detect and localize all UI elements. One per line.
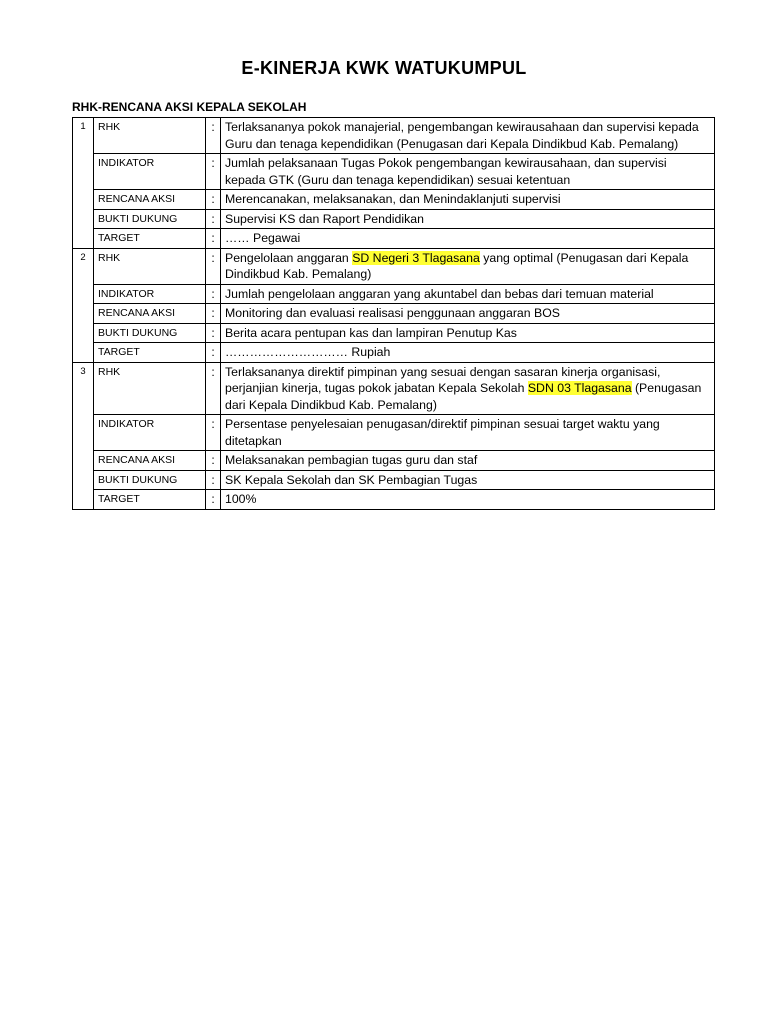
row-label: RENCANA AKSI <box>94 451 206 471</box>
rhk-value <box>221 362 715 415</box>
indikator-value: Persentase penyelesaian penugasan/direktif pimpinan sesuai target waktu yang ditetapkan <box>221 415 715 451</box>
colon: : <box>206 190 221 210</box>
table-row <box>73 229 715 249</box>
target-value: 100% <box>221 490 715 510</box>
row-label: RENCANA AKSI <box>94 190 206 210</box>
row-label: BUKTI DUKUNG <box>94 209 206 229</box>
row-label: INDIKATOR <box>94 415 206 451</box>
table-row <box>73 154 715 190</box>
target-value: ………………………… Rupiah <box>221 343 715 363</box>
row-label: RHK <box>94 248 206 284</box>
row-label: RENCANA AKSI <box>94 304 206 324</box>
table-row <box>73 490 715 510</box>
section-label: RHK-RENCANA AKSI KEPALA SEKOLAH <box>72 100 307 114</box>
row-label: TARGET <box>94 229 206 249</box>
school-name-highlight: SDN 03 Tlagasana <box>527 381 632 395</box>
table-row <box>73 323 715 343</box>
colon: : <box>206 229 221 249</box>
table-row <box>73 415 715 451</box>
row-label: TARGET <box>94 490 206 510</box>
colon: : <box>206 451 221 471</box>
table-row <box>73 209 715 229</box>
bukti-dukung-value: Supervisi KS dan Raport Pendidikan <box>221 209 715 229</box>
colon: : <box>206 470 221 490</box>
rhk-text-before: Terlaksananya direktif pimpinan yang sesuai dengan sasaran kinerja organisasi, perjanjian kinerja, tugas pokok jabatan Kepala Sekolah <box>225 364 661 395</box>
row-label: BUKTI DUKUNG <box>94 323 206 343</box>
table-row <box>73 284 715 304</box>
colon: : <box>206 362 221 415</box>
item-number: 1 <box>73 118 94 249</box>
indikator-value: Jumlah pengelolaan anggaran yang akuntabel dan bebas dari temuan material <box>221 284 715 304</box>
row-label: INDIKATOR <box>94 284 206 304</box>
rencana-aksi-value: Merencanakan, melaksanakan, dan Menindaklanjuti supervisi <box>221 190 715 210</box>
target-value: …… Pegawai <box>221 229 715 249</box>
table-row <box>73 343 715 363</box>
row-label: RHK <box>94 118 206 154</box>
row-label: TARGET <box>94 343 206 363</box>
rhk-text-after: (Penugasan dari Kepala Dindikbud Kab. Pemalang) <box>225 381 702 412</box>
kinerja-table <box>72 117 715 510</box>
table-row <box>73 451 715 471</box>
row-label: INDIKATOR <box>94 154 206 190</box>
table-row <box>73 304 715 324</box>
rhk-text-after: yang optimal (Penugasan dari Kepala Dindikbud Kab. Pemalang) <box>225 250 689 281</box>
rhk-value <box>221 248 715 284</box>
rencana-aksi-value: Monitoring dan evaluasi realisasi penggunaan anggaran BOS <box>221 304 715 324</box>
colon: : <box>206 284 221 304</box>
rencana-aksi-value: Melaksanakan pembagian tugas guru dan staf <box>221 451 715 471</box>
colon: : <box>206 304 221 324</box>
bukti-dukung-value: Berita acara pentupan kas dan lampiran Penutup Kas <box>221 323 715 343</box>
school-name-highlight: SD Negeri 3 Tlagasana <box>352 250 480 265</box>
colon: : <box>206 415 221 451</box>
colon: : <box>206 154 221 190</box>
page-title: E-KINERJA KWK WATUKUMPUL <box>241 58 527 78</box>
colon: : <box>206 343 221 363</box>
colon: : <box>206 490 221 510</box>
table-row <box>73 362 715 415</box>
bukti-dukung-value: SK Kepala Sekolah dan SK Pembagian Tugas <box>221 470 715 490</box>
colon: : <box>206 323 221 343</box>
table-row <box>73 248 715 284</box>
rhk-text-before: Pengelolaan anggaran <box>225 250 353 265</box>
indikator-value: Jumlah pelaksanaan Tugas Pokok pengembangan kewirausahaan, dan supervisi kepada GTK (Guru dan tenaga kependidikan) sesuai ketentuan <box>221 154 715 190</box>
row-label: BUKTI DUKUNG <box>94 470 206 490</box>
table-row <box>73 118 715 154</box>
item-number: 3 <box>73 362 94 509</box>
table-row <box>73 470 715 490</box>
colon: : <box>206 248 221 284</box>
colon: : <box>206 209 221 229</box>
table-row <box>73 190 715 210</box>
item-number: 2 <box>73 248 94 362</box>
row-label: RHK <box>94 362 206 415</box>
colon: : <box>206 118 221 154</box>
rhk-value: Terlaksananya pokok manajerial, pengembangan kewirausahaan dan supervisi kepada Guru dan tenaga kependidikan (Penugasan dari Kepala Dindikbud Kab. Pemalang) <box>221 118 715 154</box>
